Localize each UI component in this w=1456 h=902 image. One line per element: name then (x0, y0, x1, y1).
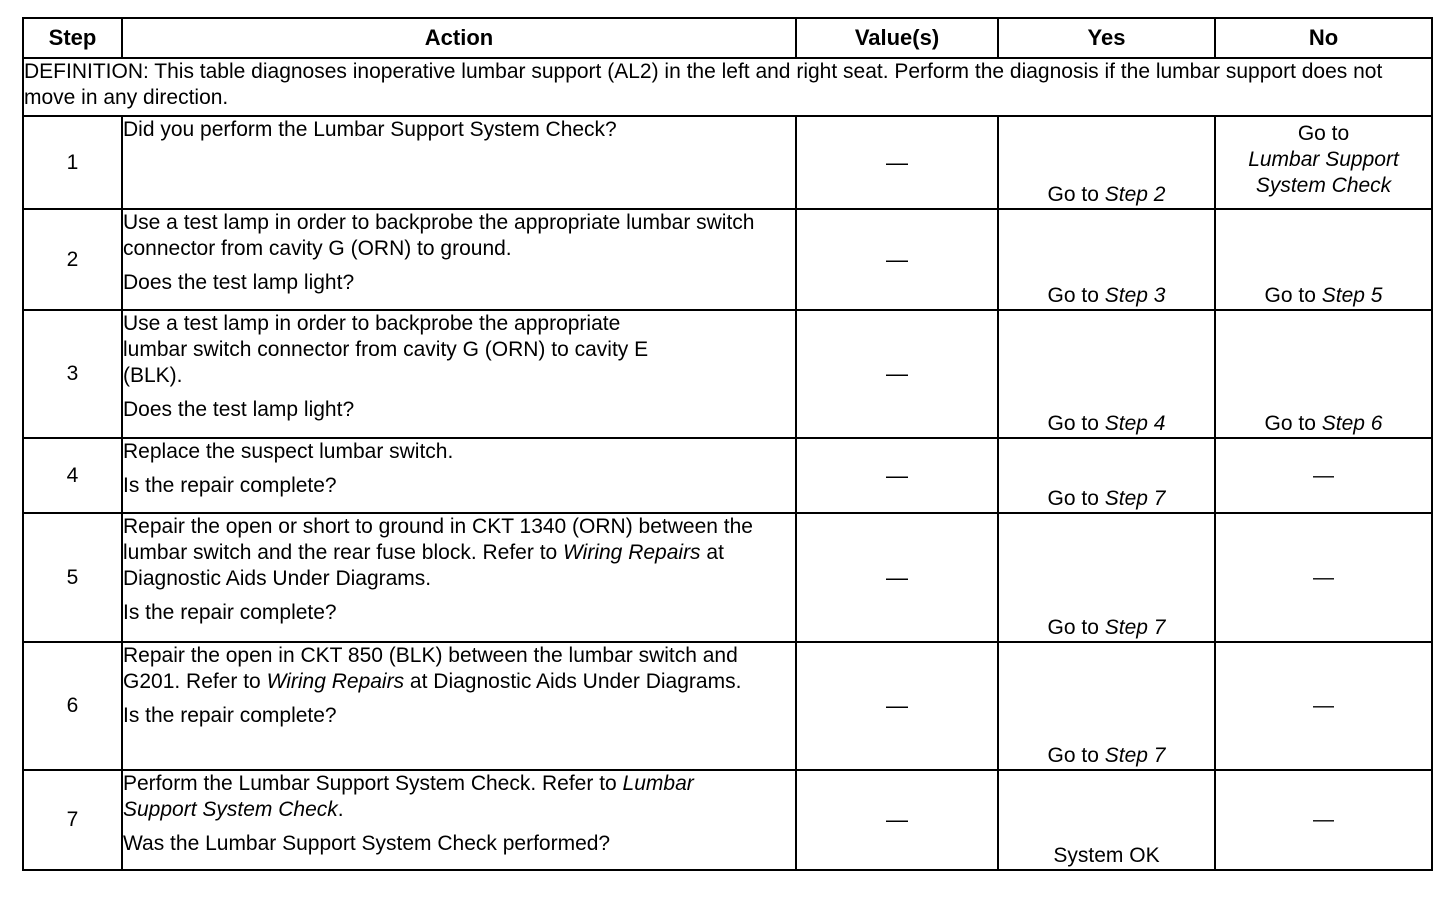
action-cell (122, 116, 796, 209)
step-number: 5 (23, 513, 122, 642)
action-question: Does the test lamp light? (123, 398, 355, 421)
lumbar-check-link[interactable]: Lumbar Support System Check (123, 772, 694, 821)
yes-step-link[interactable]: Step 4 (1104, 412, 1166, 435)
no-cell (1215, 116, 1432, 209)
header-values: Value(s) (796, 18, 998, 58)
action-text-post: at Diagnostic Aids Under Diagrams. (404, 670, 742, 693)
table-row (23, 310, 1432, 438)
yes-prefix: Go to (1047, 183, 1105, 206)
no-prefix: Go to (1264, 284, 1322, 307)
header-yes: Yes (998, 18, 1215, 58)
yes-cell (998, 513, 1215, 642)
yes-prefix: Go to (1047, 744, 1105, 767)
step-number: 6 (23, 642, 122, 770)
action-text: Replace the suspect lumbar switch. (123, 440, 454, 463)
yes-prefix: Go to (1047, 412, 1105, 435)
yes-step-link[interactable]: Step 7 (1104, 487, 1166, 510)
action-question: Was the Lumbar Support System Check performed? (123, 832, 611, 855)
yes-step-link[interactable]: Step 2 (1104, 183, 1166, 206)
header-step: Step (23, 18, 122, 58)
yes-prefix: Go to (1047, 284, 1105, 307)
header-row (23, 18, 1432, 58)
action-cell (122, 770, 796, 870)
value-cell: — (796, 438, 998, 513)
yes-cell (998, 116, 1215, 209)
table-row (23, 209, 1432, 310)
table-row (23, 438, 1432, 513)
value-cell: — (796, 310, 998, 438)
step-number: 4 (23, 438, 122, 513)
header-action: Action (122, 18, 796, 58)
value-cell: — (796, 770, 998, 870)
yes-step-link[interactable]: Step 7 (1104, 616, 1166, 639)
no-check-link[interactable]: Lumbar Support System Check (1248, 148, 1399, 197)
action-question: Is the repair complete? (123, 474, 337, 497)
no-prefix: Go to (1264, 412, 1322, 435)
yes-cell (998, 642, 1215, 770)
no-step-link[interactable]: Step 6 (1321, 412, 1383, 435)
action-text: Use a test lamp in order to backprobe the appropriate lumbar switch connector from cavity G (ORN) to ground. (123, 211, 755, 260)
value-cell: — (796, 642, 998, 770)
action-cell (122, 438, 796, 513)
no-cell: — (1215, 770, 1432, 870)
action-question: Is the repair complete? (123, 601, 337, 624)
value-cell: — (796, 209, 998, 310)
no-cell (1215, 209, 1432, 310)
wiring-repairs-link[interactable]: Wiring Repairs (563, 541, 701, 564)
diagnostic-table (22, 17, 1433, 871)
yes-prefix: Go to (1047, 487, 1105, 510)
step-number: 2 (23, 209, 122, 310)
definition-text: DEFINITION: This table diagnoses inoperative lumbar support (AL2) in the left and right seat. Perform the diagnosis if the lumbar support does not move in any direction. (23, 58, 1432, 116)
action-question: Is the repair complete? (123, 704, 337, 727)
wiring-repairs-link[interactable]: Wiring Repairs (266, 670, 405, 693)
action-text-pre: Repair the open or short to ground in CKT 1340 (ORN) between the lumbar switch and the rear fuse block. Refer to (123, 515, 753, 564)
action-text-pre: Repair the open in CKT 850 (BLK) between the lumbar switch and G201. Refer to (123, 644, 738, 693)
table-row (23, 770, 1432, 870)
no-cell: — (1215, 513, 1432, 642)
action-question: Does the test lamp light? (123, 271, 355, 294)
no-cell: — (1215, 642, 1432, 770)
yes-step-link[interactable]: Step 3 (1104, 284, 1166, 307)
table-row (23, 513, 1432, 642)
value-cell: — (796, 513, 998, 642)
header-no: No (1215, 18, 1432, 58)
table-row (23, 642, 1432, 770)
action-text (123, 643, 743, 695)
action-text: Use a test lamp in order to backprobe the appropriate lumbar switch connector from cavity G (ORN) to cavity E (BLK). (123, 312, 649, 387)
action-text-pre: Perform the Lumbar Support System Check. Refer to (123, 772, 623, 795)
yes-cell: System OK (998, 770, 1215, 870)
step-number: 1 (23, 116, 122, 209)
action-text: Did you perform the Lumbar Support System Check? (123, 118, 617, 141)
no-cell: — (1215, 438, 1432, 513)
yes-cell (998, 438, 1215, 513)
no-prefix: Go to (1297, 122, 1350, 145)
value-cell: — (796, 116, 998, 209)
table-row (23, 116, 1432, 209)
action-cell (122, 642, 796, 770)
action-text-post: . (337, 798, 344, 821)
no-step-link[interactable]: Step 5 (1321, 284, 1383, 307)
yes-step-link[interactable]: Step 7 (1104, 744, 1166, 767)
yes-cell (998, 310, 1215, 438)
action-text (123, 771, 723, 823)
step-number: 3 (23, 310, 122, 438)
action-cell (122, 310, 796, 438)
action-cell (122, 513, 796, 642)
action-text-post: at Diagnostic Aids Under Diagrams. (123, 541, 724, 590)
action-text (123, 514, 795, 592)
step-number: 7 (23, 770, 122, 870)
yes-cell (998, 209, 1215, 310)
yes-prefix: Go to (1047, 616, 1105, 639)
no-cell (1215, 310, 1432, 438)
action-cell (122, 209, 796, 310)
definition-row (23, 58, 1432, 116)
